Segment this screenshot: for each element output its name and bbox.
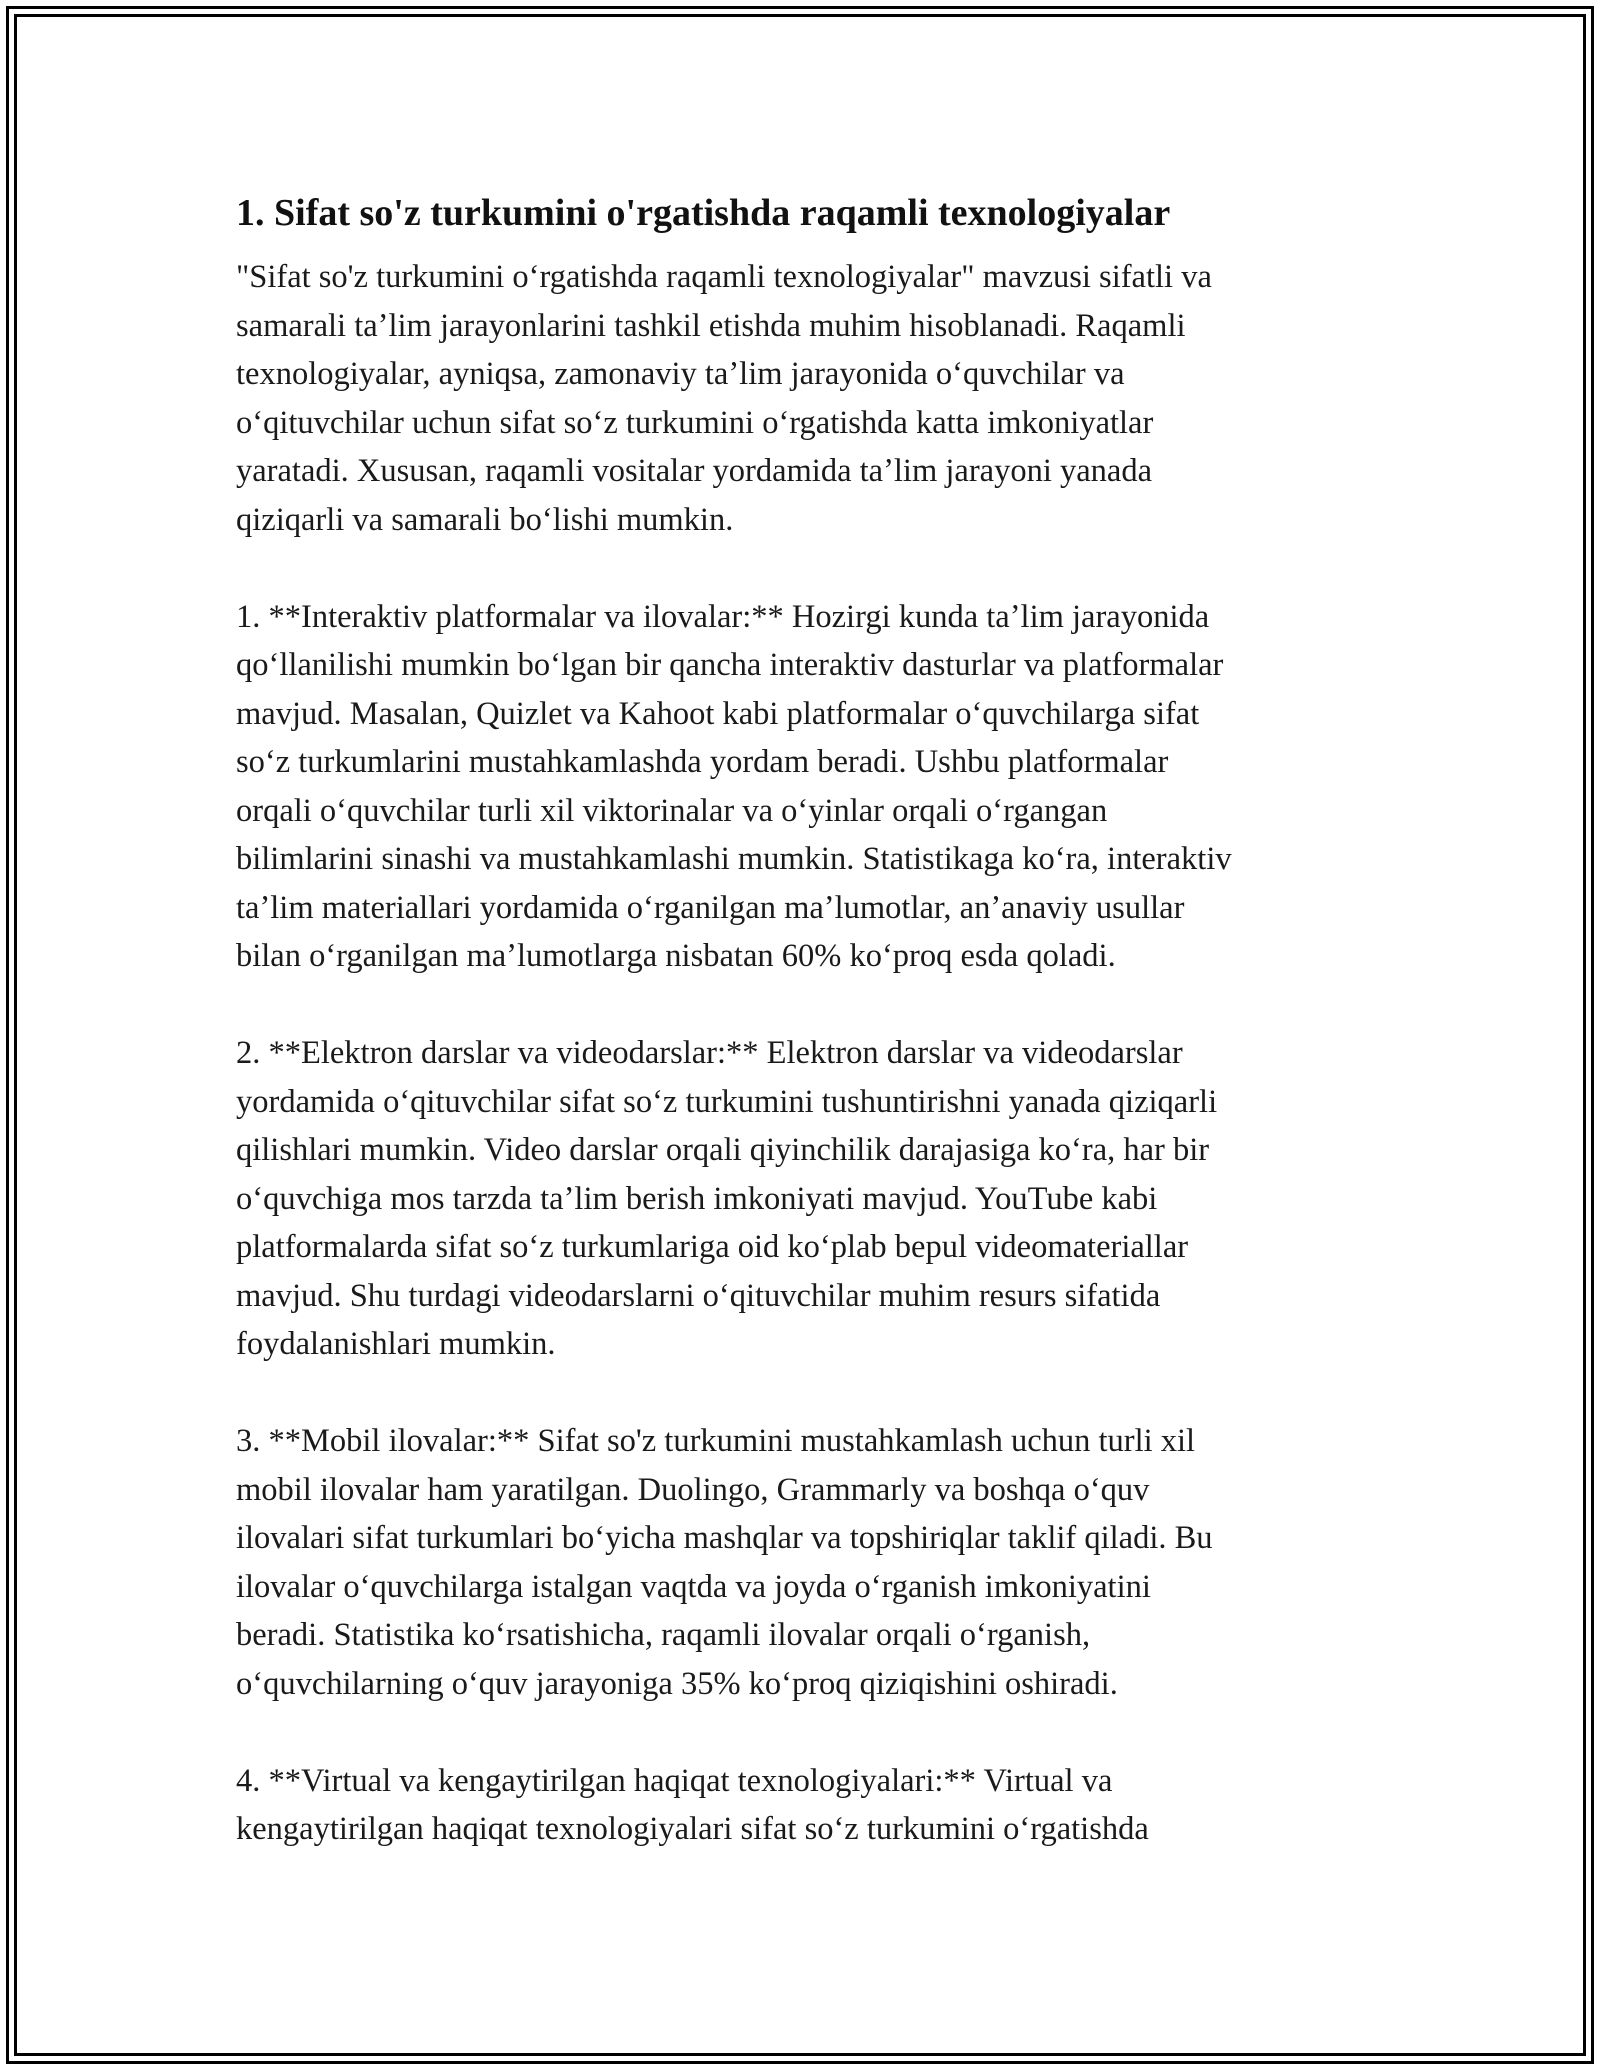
text-line: qoʻllanilishi mumkin boʻlgan bir qancha interaktiv dasturlar va platformalar: [236, 647, 1224, 683]
text-line: yaratadi. Xususan, raqamli vositalar yordamida taʼlim jarayoni yanada: [236, 453, 1152, 489]
text-line: oʻquvchiga mos tarzda taʼlim berish imkoniyati mavjud. YouTube kabi: [236, 1180, 1158, 1217]
text-line: qiziqarli va samarali boʻlishi mumkin.: [236, 501, 734, 538]
text-line: oʻquvchilarning oʻquv jarayoniga 35% koʻproq qiziqishini oshiradi.: [236, 1665, 1118, 1702]
paragraph-video-lessons: [236, 1029, 1366, 1369]
document-body: [236, 185, 1366, 1902]
text-line: taʼlim materiallari yordamida oʻrganilgan maʼlumotlar, anʼanaviy usullar: [236, 889, 1185, 926]
paragraph-interactive-platforms: [236, 593, 1366, 981]
text-line: platformalarda sifat soʻz turkumlariga oid koʻplab bepul videomateriallar: [236, 1229, 1189, 1265]
text-line: oʻqituvchilar uchun sifat soʻz turkumini oʻrgatishda katta imkoniyatlar: [236, 404, 1154, 441]
text-line: 2. **Elektron darslar va videodarslar:** Elektron darslar va videodarslar: [236, 1035, 1183, 1071]
text-line: samarali taʼlim jarayonlarini tashkil etishda muhim hisoblanadi. Raqamli: [236, 307, 1186, 344]
text-line: orqali oʻquvchilar turli xil viktorinalar va oʻyinlar orqali oʻrgangan: [236, 792, 1108, 829]
text-line: qilishlari mumkin. Video darslar orqali qiyinchilik darajasiga koʻra, har bir: [236, 1132, 1210, 1168]
text-line: 1. **Interaktiv platformalar va ilovalar:** Hozirgi kunda taʼlim jarayonida: [236, 598, 1210, 635]
text-line: mobil ilovalar ham yaratilgan. Duolingo, Grammarly va boshqa oʻquv: [236, 1471, 1150, 1508]
text-line: soʻz turkumlarini mustahkamlashda yordam beradi. Ushbu platformalar: [236, 744, 1169, 780]
text-line: bilimlarini sinashi va mustahkamlashi mumkin. Statistikaga koʻra, interaktiv: [236, 841, 1232, 877]
text-line: ilovalar oʻquvchilarga istalgan vaqtda va joyda oʻrganish imkoniyatini: [236, 1568, 1151, 1605]
text-line: beradi. Statistika koʻrsatishicha, raqamli ilovalar orqali oʻrganish,: [236, 1617, 1091, 1653]
text-line: mavjud. Masalan, Quizlet va Kahoot kabi platformalar oʻquvchilarga sifat: [236, 695, 1200, 732]
paragraph-virtual-reality: [236, 1757, 1366, 1854]
text-line: "Sifat so'z turkumini oʻrgatishda raqamli texnologiyalar" mavzusi sifatli va: [236, 259, 1212, 295]
paragraph-intro: [236, 253, 1366, 544]
document-title: 1. Sifat so'z turkumini o'rgatishda raqamli texnologiyalar: [236, 192, 1171, 234]
text-line: 3. **Mobil ilovalar:** Sifat so'z turkumini mustahkamlash uchun turli xil: [236, 1423, 1196, 1459]
text-line: yordamida oʻqituvchilar sifat soʻz turkumini tushuntirishni yanada qiziqarli: [236, 1083, 1218, 1120]
text-line: 4. **Virtual va kengaytirilgan haqiqat texnologiyalari:** Virtual va: [236, 1762, 1113, 1799]
text-line: texnologiyalar, ayniqsa, zamonaviy taʼlim jarayonida oʻquvchilar va: [236, 356, 1125, 392]
text-line: foydalanishlari mumkin.: [236, 1326, 556, 1362]
text-line: kengaytirilgan haqiqat texnologiyalari sifat soʻz turkumini oʻrgatishda: [236, 1811, 1149, 1847]
text-line: bilan oʻrganilgan maʼlumotlarga nisbatan 60% koʻproq esda qoladi.: [236, 938, 1116, 974]
text-line: mavjud. Shu turdagi videodarslarni oʻqituvchilar muhim resurs sifatida: [236, 1277, 1161, 1314]
paragraph-mobile-apps: [236, 1417, 1366, 1708]
text-line: ilovalari sifat turkumlari boʻyicha mashqlar va topshiriqlar taklif qiladi. Bu: [236, 1520, 1213, 1556]
